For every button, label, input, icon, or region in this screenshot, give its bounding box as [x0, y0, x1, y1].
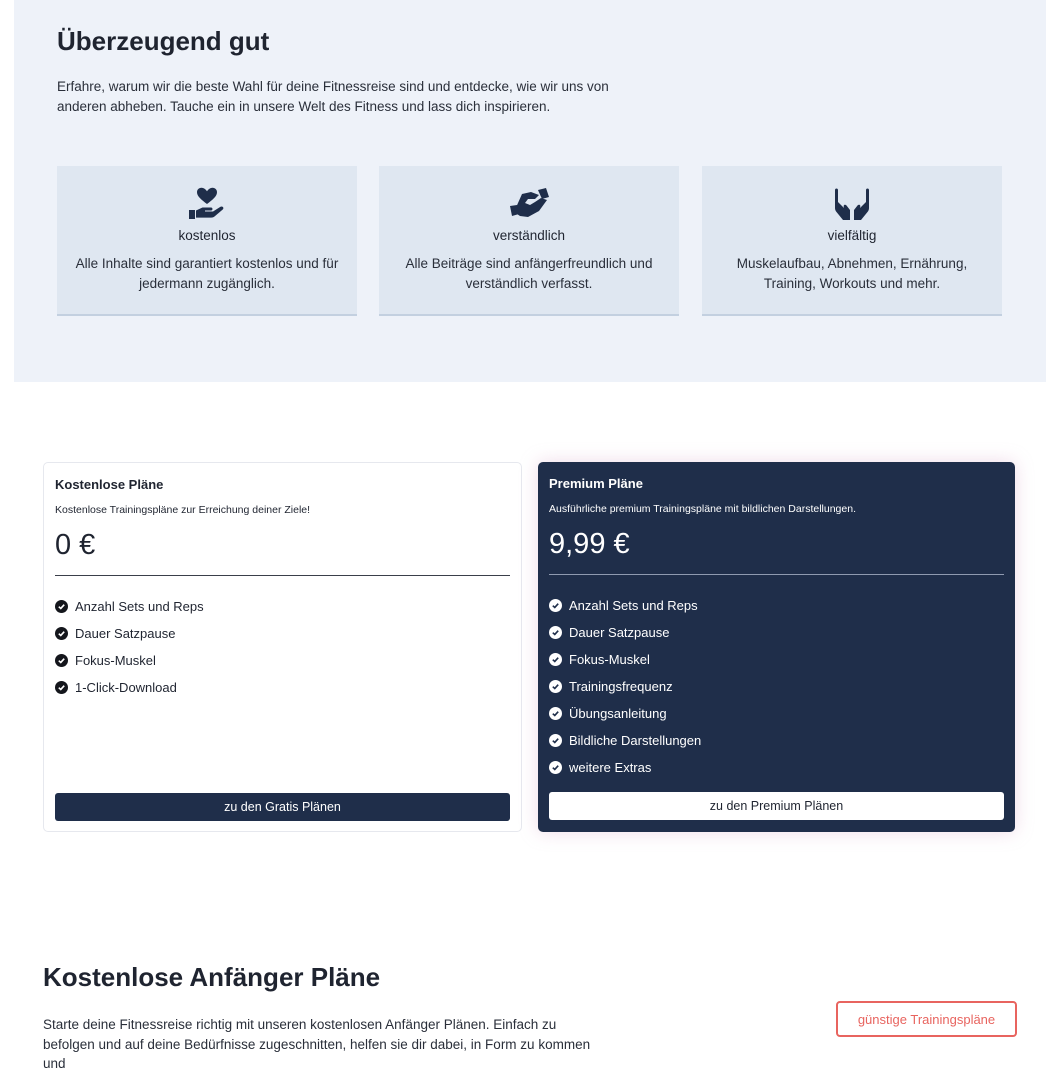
- feature-title: verständlich: [492, 228, 566, 243]
- list-item: [549, 700, 701, 727]
- plan-feature-list: [549, 592, 701, 781]
- feature-label: Übungsanleitung: [569, 706, 667, 721]
- feature-card-kostenlos: [57, 166, 357, 316]
- list-item: [549, 754, 701, 781]
- feature-text: Alle Beiträge sind anfängerfreundlich und verständlich verfasst.: [405, 256, 653, 291]
- check-circle-icon: [55, 600, 68, 613]
- beginner-plans-text: Starte deine Fitnessreise richtig mit unseren kostenlosen Anfänger Plänen. Einfach zu befolgen und auf deine Bedürfnisse zugeschnitten, helfen sie dir dabei, in Form zu kommen und: [43, 1017, 591, 1071]
- list-item: [55, 620, 204, 647]
- section-title: Überzeugend gut: [57, 26, 270, 56]
- check-circle-icon: [55, 681, 68, 694]
- divider: [549, 574, 1004, 575]
- check-circle-icon: [549, 680, 562, 693]
- feature-label: Fokus-Muskel: [75, 653, 156, 668]
- list-item: [549, 646, 701, 673]
- list-item: [549, 673, 701, 700]
- check-circle-icon: [549, 653, 562, 666]
- feature-label: Anzahl Sets und Reps: [75, 599, 204, 614]
- feature-label: 1-Click-Download: [75, 680, 177, 695]
- feature-card-vielfaeltig: [702, 166, 1002, 316]
- feature-text: Muskelaufbau, Abnehmen, Ernährung, Training, Workouts und mehr.: [736, 256, 968, 291]
- section-intro: Erfahre, warum wir die beste Wahl für deine Fitnessreise sind und entdecke, wie wir uns von anderen abheben. Tauche ein in unsere Welt des Fitness und lass dich inspirieren.: [57, 79, 609, 114]
- check-circle-icon: [549, 734, 562, 747]
- feature-title: kostenlos: [178, 228, 236, 243]
- list-item: [55, 647, 204, 674]
- plan-price: 9,99 €: [549, 528, 630, 560]
- check-circle-icon: [55, 627, 68, 640]
- open-hands-icon: [702, 184, 1002, 224]
- feature-title: vielfältig: [827, 228, 877, 243]
- premium-plans-button[interactable]: zu den Premium Plänen: [549, 792, 1004, 820]
- hand-holding-heart-icon: [57, 184, 357, 224]
- feature-card-verstaendlich: [379, 166, 679, 316]
- divider: [55, 575, 510, 576]
- list-item: [55, 674, 204, 701]
- feature-label: Trainingsfrequenz: [569, 679, 673, 694]
- list-item: [55, 593, 204, 620]
- feature-label: Anzahl Sets und Reps: [569, 598, 698, 613]
- feature-label: Dauer Satzpause: [75, 626, 176, 641]
- handshake-icon: [379, 184, 679, 224]
- check-circle-icon: [55, 654, 68, 667]
- pricing-card-free: [43, 462, 522, 832]
- list-item: [549, 619, 701, 646]
- plan-price: 0 €: [55, 529, 96, 561]
- list-item: [549, 592, 701, 619]
- feature-text: Alle Inhalte sind garantiert kostenlos und für jedermann zugänglich.: [75, 256, 339, 291]
- plan-description: Ausführliche premium Trainingspläne mit bildlichen Darstellungen.: [549, 503, 856, 515]
- cheap-plans-button[interactable]: günstige Trainingspläne: [836, 1001, 1017, 1037]
- check-circle-icon: [549, 761, 562, 774]
- feature-label: Dauer Satzpause: [569, 625, 670, 640]
- plan-name: Premium Pläne: [549, 476, 643, 491]
- check-circle-icon: [549, 707, 562, 720]
- plan-feature-list: [55, 593, 204, 701]
- check-circle-icon: [549, 599, 562, 612]
- feature-label: Fokus-Muskel: [569, 652, 650, 667]
- list-item: [549, 727, 701, 754]
- beginner-plans-title: Kostenlose Anfänger Pläne: [43, 962, 381, 992]
- check-circle-icon: [549, 626, 562, 639]
- feature-label: Bildliche Darstellungen: [569, 733, 702, 748]
- free-plans-button[interactable]: zu den Gratis Plänen: [55, 793, 510, 821]
- plan-description: Kostenlose Trainingspläne zur Erreichung deiner Ziele!: [55, 504, 311, 516]
- why-us-section: [14, 0, 1046, 382]
- plan-name: Kostenlose Pläne: [55, 477, 164, 492]
- pricing-card-premium: [538, 462, 1015, 832]
- feature-label: weitere Extras: [569, 760, 652, 775]
